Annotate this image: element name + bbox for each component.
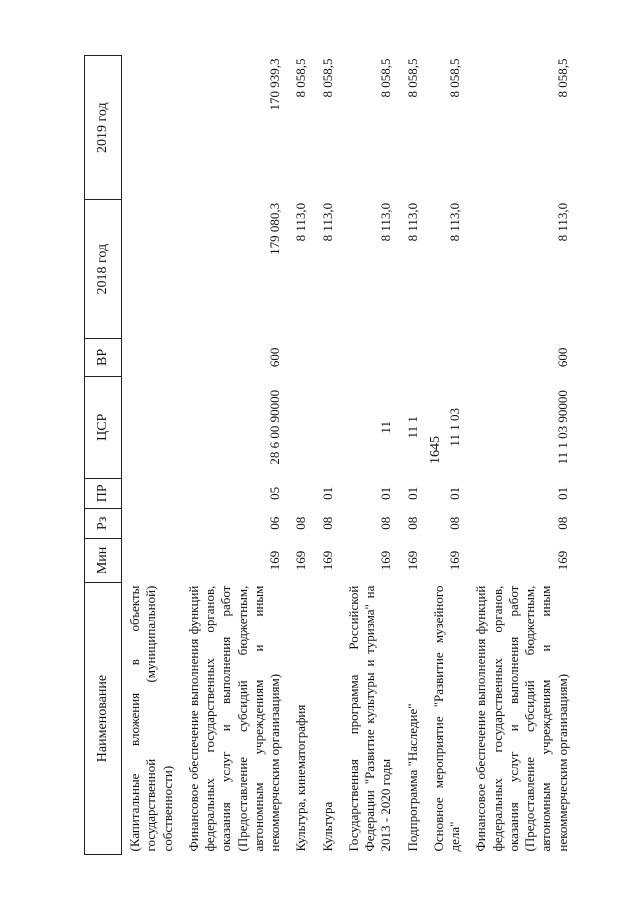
row-name: Культура	[319, 801, 335, 852]
row-rz: 08	[378, 516, 394, 530]
row-pr: 01	[404, 486, 420, 500]
row-vr: 600	[554, 347, 570, 368]
row-2019: 8 058,5	[447, 58, 462, 98]
row-min: 169	[378, 550, 394, 571]
row-csr	[122, 376, 181, 478]
row-2019: 8 058,5	[319, 58, 335, 98]
row-min: 169	[267, 550, 282, 571]
row-2018: 8 113,0	[554, 202, 570, 242]
header-pr: ПР	[85, 478, 122, 508]
row-name: Финансовое обеспечение выполнения функций федеральных государственных органов, оказания услуг и выполнения работ (Предоставление субсидий бюджетным, автономным учреждениям и иным некоммерческим организациям)	[185, 585, 282, 852]
row-csr: 11 1 03 90000	[554, 390, 570, 465]
header-2019: 2019 год	[85, 56, 122, 200]
row-name: Культура, кинематография	[293, 704, 309, 852]
header-2018: 2018 год	[85, 200, 122, 339]
row-name: (Капитальные вложения в объекты государственной (муниципальной) собственности)	[127, 585, 175, 852]
row-vr	[400, 339, 426, 377]
row-rz: 08	[319, 516, 335, 530]
row-csr: 11	[378, 421, 394, 434]
page-number: 1645	[428, 436, 443, 464]
table-row	[288, 56, 314, 855]
table-row	[181, 56, 289, 855]
row-2019: 8 058,5	[378, 58, 394, 98]
row-2018: 8 113,0	[404, 202, 420, 242]
budget-table	[84, 55, 576, 855]
row-name: Подпрограмма "Наследие"	[404, 703, 420, 852]
row-2018: 179 080,3	[267, 202, 282, 255]
row-pr: 01	[319, 486, 335, 500]
row-2019: 8 058,5	[554, 58, 570, 98]
row-2018: 8 113,0	[293, 202, 309, 242]
row-vr: 600	[267, 347, 282, 368]
row-2018	[122, 200, 181, 339]
row-2019	[122, 56, 181, 200]
row-rz: 08	[447, 516, 462, 530]
row-pr: 05	[267, 486, 282, 500]
row-csr: 11 1 03	[447, 408, 462, 447]
table-row	[426, 56, 469, 855]
row-rz: 08	[554, 516, 570, 530]
row-csr: 28 6 00 90000	[267, 389, 282, 465]
row-csr	[288, 376, 314, 478]
header-min: Мин	[85, 538, 122, 582]
table-row	[400, 56, 426, 855]
row-2019: 8 058,5	[293, 58, 309, 98]
header-name: Наименование	[85, 583, 122, 855]
row-2019: 8 058,5	[404, 58, 420, 98]
row-name: Основное мероприятие "Развитие музейного дела"	[430, 585, 462, 852]
row-rz: 08	[404, 516, 420, 530]
row-min: 169	[554, 550, 570, 571]
header-csr: ЦСР	[85, 376, 122, 478]
row-vr	[122, 339, 181, 377]
row-vr	[315, 339, 341, 377]
row-csr	[315, 376, 341, 478]
row-min	[122, 538, 181, 582]
row-min: 169	[293, 550, 309, 571]
row-vr	[426, 339, 469, 377]
row-rz	[122, 508, 181, 538]
rotated-page	[84, 55, 594, 855]
row-2018: 8 113,0	[378, 202, 394, 242]
row-2019: 170 939,3	[267, 58, 282, 111]
row-pr: 01	[554, 486, 570, 500]
row-name: Финансовое обеспечение выполнения функций федеральных государственных органов, оказания услуг и выполнения работ (Предоставление субсидий бюджетным, автономным учреждениям и иным некоммерческим организациям)	[473, 585, 570, 852]
row-rz: 06	[267, 516, 282, 530]
table-row	[315, 56, 341, 855]
row-min: 169	[404, 550, 420, 571]
row-rz: 08	[293, 516, 309, 530]
row-min: 169	[319, 550, 335, 571]
row-2018: 8 113,0	[447, 202, 462, 242]
row-pr	[288, 478, 314, 508]
row-vr	[341, 339, 400, 377]
row-2018: 8 113,0	[319, 202, 335, 242]
row-vr	[288, 339, 314, 377]
header-row	[85, 56, 122, 855]
header-rz: Рз	[85, 508, 122, 538]
table-row	[468, 56, 576, 855]
row-pr: 01	[447, 486, 462, 500]
row-csr: 11 1	[404, 416, 420, 439]
row-name: Государственная программа Российской Федерации "Развитие культуры и туризма" на 2013 - 2020 годы	[345, 585, 394, 852]
row-pr: 01	[378, 486, 394, 500]
row-pr	[122, 478, 181, 508]
row-min: 169	[447, 550, 462, 571]
table-row	[341, 56, 400, 855]
header-vr: ВР	[85, 339, 122, 377]
table-row	[122, 56, 181, 855]
